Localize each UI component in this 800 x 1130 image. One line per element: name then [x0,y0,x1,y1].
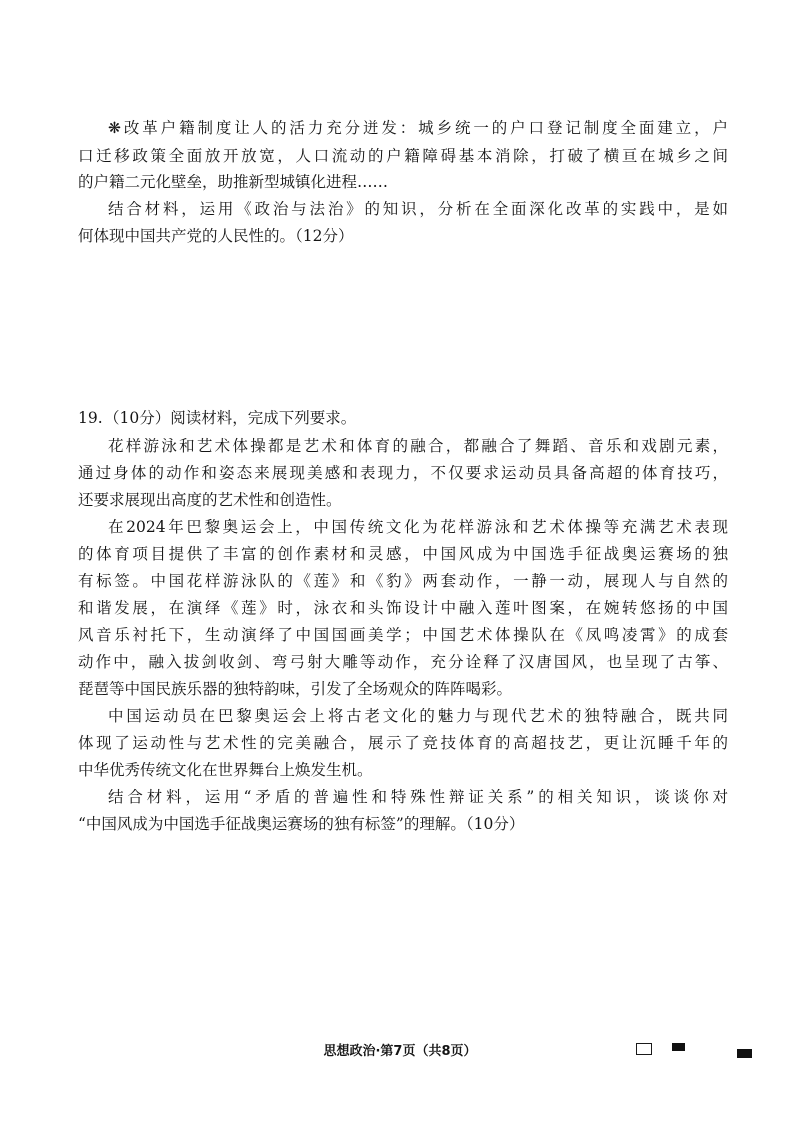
q19-para1-line-2: 通过身体的动作和姿态来展现美感和表现力，不仅要求运动员具备高超的体育技巧， [78,464,728,482]
q19-para2-line-7: 琵琶等中国民族乐器的独特韵味，引发了全场观众的阵阵喝彩。 [78,680,513,698]
q19-para2-line-6: 动作中，融入拔剑收剑、弯弓射大雕等动作，充分诠释了汉唐国风，也呈现了古筝、 [78,653,728,671]
q19-para2-line-2: 的体育项目提供了丰富的创作素材和灵感，中国风成为中国选手征战奥运赛场的独 [78,545,728,563]
q19-para2-line-3: 有标签。中国花样游泳队的《莲》和《豹》两套动作，一静一动，展现人与自然的 [78,572,728,590]
hollow-alignment-mark-icon [636,1043,652,1055]
question-19-prompt-line-1: 结合材料，运用“矛盾的普遍性和特殊性辩证关系”的相关知识，谈谈你对 [108,788,728,806]
q19-para2-line-5: 风音乐衬托下，生动演绎了中国国画美学；中国艺术体操队在《凤鸣凌霄》的成套 [78,626,728,644]
passage-18-line-1: ❋改革户籍制度让人的活力充分迸发：城乡统一的户口登记制度全面建立，户 [108,119,728,137]
question-19-header: （10分）阅读材料，完成下列要求。 [104,409,357,427]
question-19-prompt-line-2: “中国风成为中国选手征战奥运赛场的独有标签”的理解。（10分） [78,815,525,833]
solid-alignment-mark-icon [672,1043,685,1051]
q19-para1-line-1: 花样游泳和艺术体操都是艺术和体育的融合，都融合了舞蹈、音乐和戏剧元素， [108,437,728,455]
q19-para3-line-1: 中国运动员在巴黎奥运会上将古老文化的魅力与现代艺术的独特融合，既共同 [108,707,728,725]
q19-para2-line-1: 在2024年巴黎奥运会上，中国传统文化为花样游泳和艺术体操等充满艺术表现 [108,518,728,536]
question-18-prompt-line-1: 结合材料，运用《政治与法治》的知识，分析在全面深化改革的实践中，是如 [108,200,728,218]
passage-18-line-2: 口迁移政策全面放开放宽，人口流动的户籍障碍基本消除，打破了横亘在城乡之间 [78,147,728,165]
q19-para2-line-4: 和谐发展，在演绎《莲》时，泳衣和头饰设计中融入莲叶图案，在婉转悠扬的中国 [78,599,728,617]
q19-para3-line-3: 中华优秀传统文化在世界舞台上焕发生机。 [78,761,373,779]
solid-corner-mark-icon [737,1049,752,1058]
q19-para1-line-3: 还要求展现出高度的艺术性和创造性。 [78,491,342,509]
q19-para3-line-2: 体现了运动性与艺术性的完美融合，展示了竞技体育的高超技艺，更让沉睡千年的 [78,734,728,752]
question-18-prompt-line-2: 何体现中国共产党的人民性的。（12分） [78,227,354,245]
page-footer: 思想政治·第7页（共8页） [323,1044,477,1059]
passage-18-line-3: 的户籍二元化壁垒，助推新型城镇化进程…… [78,173,389,191]
question-19-number: 19. [78,409,103,427]
